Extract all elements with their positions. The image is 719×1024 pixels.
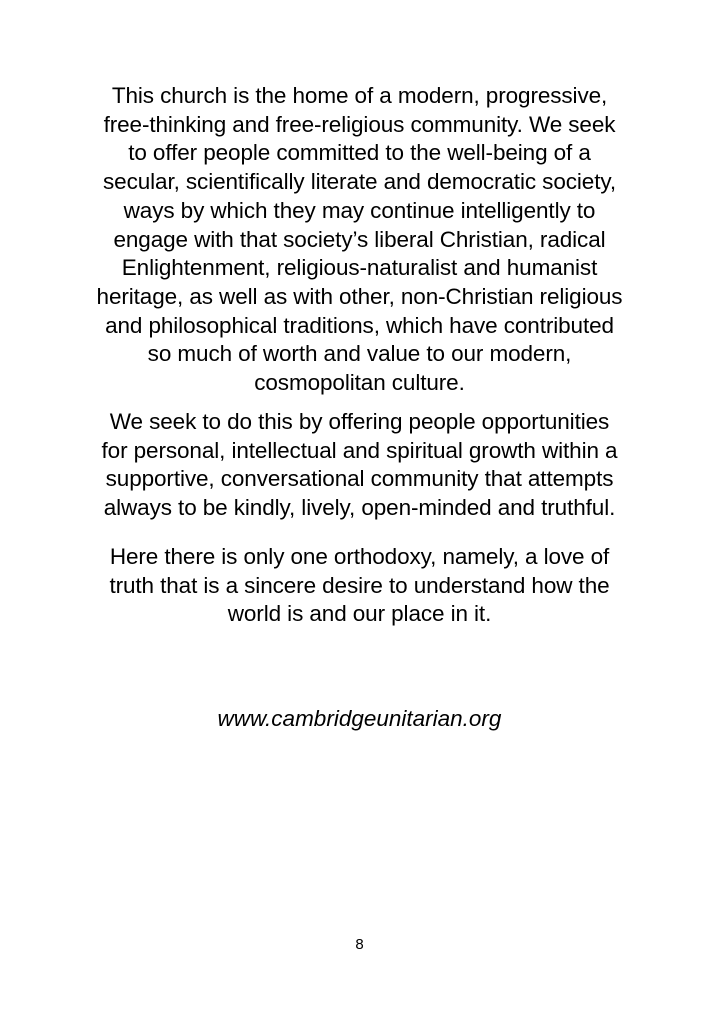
- paragraph-line: ways by which they may continue intelligently to: [123, 197, 596, 223]
- paragraph-line: engage with that society’s liberal Christian, radical: [113, 226, 606, 252]
- paragraph-line: free-thinking and free-religious community. We seek: [103, 111, 616, 137]
- paragraph-mission: [60, 82, 659, 398]
- paragraph-line: Enlightenment, religious-naturalist and humanist: [121, 255, 598, 281]
- paragraph-line: secular, scientifically literate and democratic society,: [103, 169, 616, 195]
- paragraph-line: truth that is a sincere desire to understand how the: [109, 572, 610, 598]
- paragraph-line: so much of worth and value to our modern,: [147, 341, 572, 367]
- paragraph-line: heritage, as well as with other, non-Christian religious: [96, 283, 623, 309]
- paragraph-line: always to be kindly, lively, open-minded and truthful.: [103, 495, 616, 521]
- paragraph-line: cosmopolitan culture.: [254, 370, 465, 396]
- website-link[interactable]: www.cambridgeunitarian.org: [217, 706, 502, 731]
- paragraph-line: We seek to do this by offering people opportunities: [109, 409, 610, 434]
- paragraph-opportunities: [60, 408, 659, 523]
- paragraph-line: This church is the home of a modern, progressive,: [111, 83, 608, 108]
- paragraph-line: to offer people committed to the well-being of a: [128, 140, 591, 166]
- paragraph-line: world is and our place in it.: [227, 601, 492, 627]
- paragraph-line: supportive, conversational community that attempts: [105, 466, 614, 492]
- paragraph-orthodoxy: [60, 543, 659, 629]
- paragraph-line: and philosophical traditions, which have contributed: [105, 312, 614, 338]
- page-number: 8: [355, 936, 364, 953]
- paragraph-line: Here there is only one orthodoxy, namely, a love of: [109, 544, 610, 569]
- paragraph-line: for personal, intellectual and spiritual growth within a: [101, 437, 618, 463]
